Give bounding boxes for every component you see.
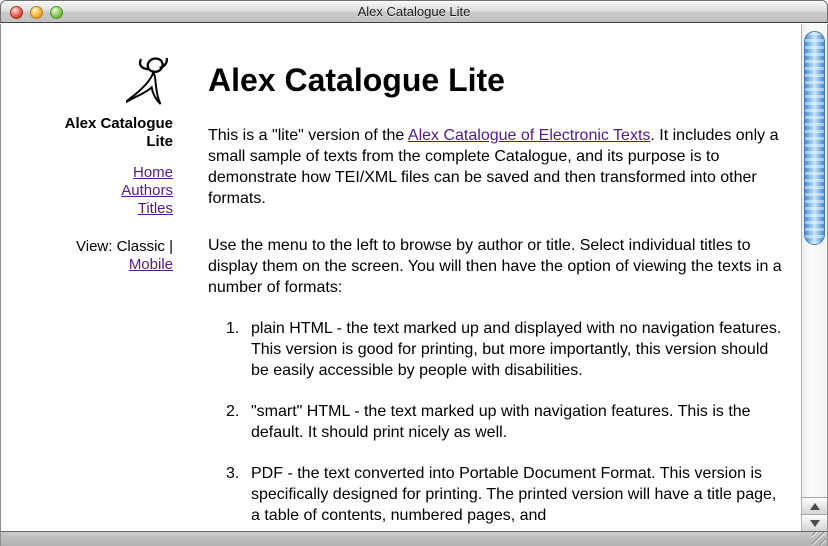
list-item-number: 3. xyxy=(226,465,240,482)
scrollbar-thumb[interactable] xyxy=(804,31,825,245)
view-mobile-link[interactable]: Mobile xyxy=(128,256,173,273)
arrow-down-icon xyxy=(810,520,820,527)
arrow-up-icon xyxy=(810,503,820,510)
instructions-paragraph: Use the menu to the left to browse by author or title. Select individual titles to display them on the screen. You will then have the option of viewing the texts in a number of formats: xyxy=(208,237,782,296)
zoom-button-icon[interactable] xyxy=(50,6,63,19)
scroll-up-button[interactable] xyxy=(802,498,827,515)
list-item-number: 1. xyxy=(226,320,240,337)
list-item xyxy=(208,463,786,526)
formats-list xyxy=(208,318,786,526)
view-current-label: View: Classic | xyxy=(76,238,173,255)
sidebar-site-title: Alex Catalogue Lite xyxy=(64,115,173,150)
main-content xyxy=(208,24,786,526)
scroll-down-button[interactable] xyxy=(802,515,827,531)
sidebar xyxy=(1,55,173,274)
alex-catalogue-link[interactable]: Alex Catalogue of Electronic Texts xyxy=(407,127,651,144)
list-item-text: PDF - the text converted into Portable Document Format. This version is specifically designed for printing. The printed version will have a title page, a table of contents, numbered pages, and xyxy=(251,465,777,524)
status-bar xyxy=(0,531,828,546)
list-item xyxy=(208,401,786,443)
dancing-figure-logo-icon xyxy=(126,55,172,109)
sidebar-link-authors[interactable]: Authors xyxy=(121,182,173,199)
intro-text-after: . It includes only a small sample of texts from the complete Catalogue, and its purpose is to demonstrate how TEI/XML files can be saved and then transformed into other formats. xyxy=(208,127,779,207)
resize-grip-icon[interactable] xyxy=(812,532,826,545)
view-switcher xyxy=(1,238,173,274)
intro-text-before: This is a "lite" version of the xyxy=(208,127,408,144)
vertical-scrollbar[interactable] xyxy=(801,24,827,531)
sidebar-link-titles[interactable]: Titles xyxy=(137,200,173,217)
page-content xyxy=(0,24,828,531)
title-bar[interactable] xyxy=(0,0,828,23)
window-title: Alex Catalogue Lite xyxy=(357,4,471,19)
close-button-icon[interactable] xyxy=(10,6,23,19)
list-item-text: plain HTML - the text marked up and displayed with no navigation features. This version is good for printing, but more importantly, this version should be easily accessible by people with disabilities. xyxy=(251,320,782,379)
intro-paragraph xyxy=(208,125,786,209)
list-item-text: "smart" HTML - the text marked up with navigation features. This is the default. It should print nicely as well. xyxy=(251,403,751,441)
page-heading: Alex Catalogue Lite xyxy=(208,62,505,98)
list-item xyxy=(208,318,786,381)
sidebar-nav xyxy=(1,164,173,218)
minimize-button-icon[interactable] xyxy=(30,6,43,19)
window-controls xyxy=(10,6,63,19)
scrollbar-buttons xyxy=(802,497,827,531)
list-item-number: 2. xyxy=(226,403,240,420)
sidebar-link-home[interactable]: Home xyxy=(132,164,173,181)
